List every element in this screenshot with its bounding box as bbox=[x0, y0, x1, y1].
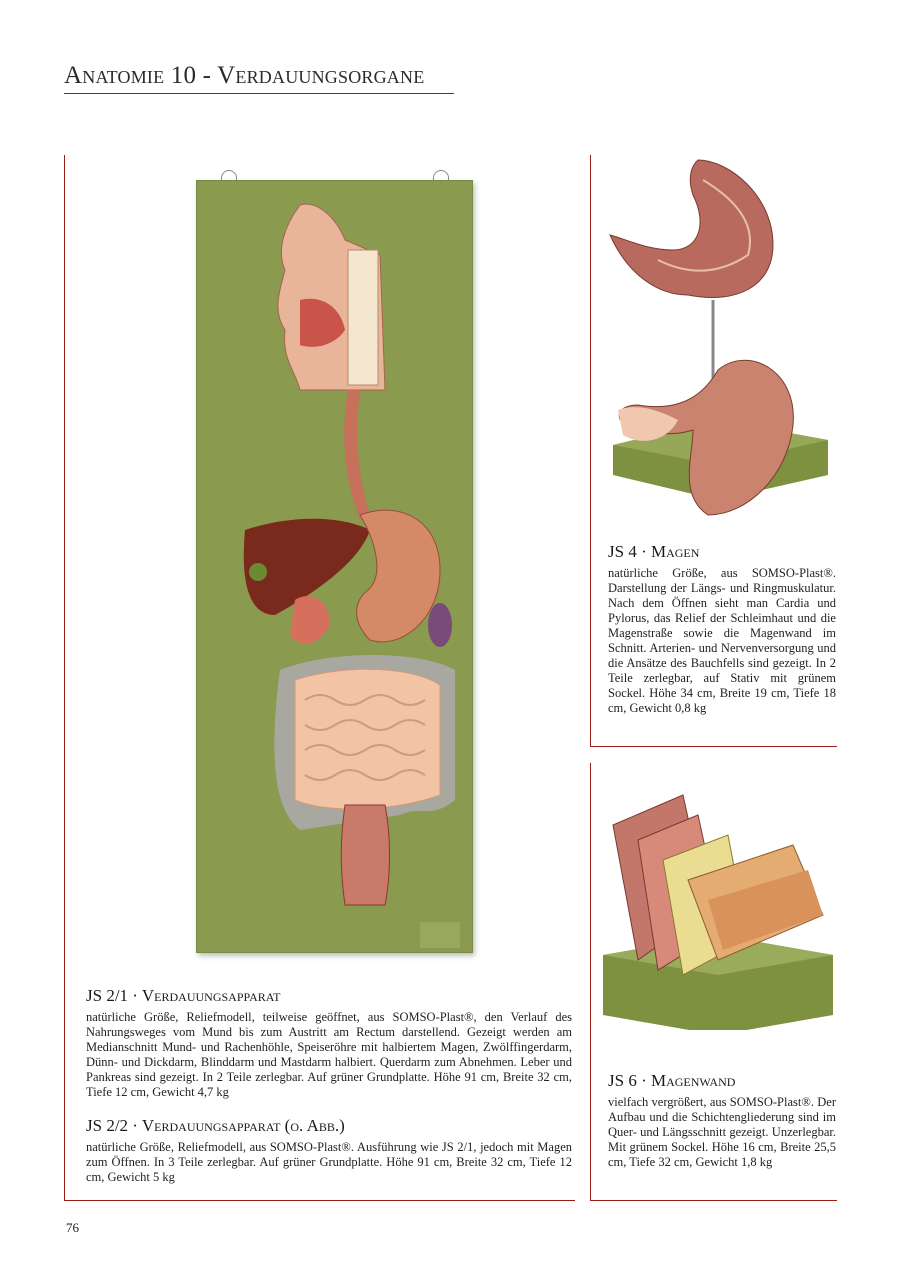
stomach-model-image bbox=[598, 155, 838, 535]
item-title: JS 6 · Magenwand bbox=[608, 1071, 736, 1090]
item-description: natürliche Größe, aus SOMSO-Plast®. Darstellung der Längs- und Ringmuskulatur. Nach dem Öffnen sieht man Cardia und Pylorus, das Relief der Schleimhaut und die Magenstraße sowie die Magenwand im Schnitt. Arterien- und Nervenversorgung und die Ansätze des Bauchfells sind gezeigt. In 2 Teile zerlegbar, auf Stativ mit grünem Sockel. Höhe 34 cm, Breite 19 cm, Tiefe 18 cm, Gewicht 0,8 kg bbox=[608, 566, 836, 715]
item-title: JS 4 · Magen bbox=[608, 542, 700, 561]
item-description: natürliche Größe, Reliefmodell, teilweise geöffnet, aus SOMSO-Plast®, den Verlauf des Nahrungsweges vom Mund bis zum Austritt am Rectum darstellend. Gezeigt werden am Medianschnitt Mund- und Rachenhöhle, Speiseröhre mit halbiertem Magen, Zwölffingerdarm, Dünn- und Dickdarm, Blinddarm und Mastdarm halbiert. Querdarm zum Abnehmen. Leber und Pankreas sind gezeigt. In 2 Teile zerlegbar. Auf grüner Grundplatte. Höhe 91 cm, Breite 32 cm, Tiefe 12 cm, Gewicht 4,7 kg bbox=[86, 1010, 572, 1099]
item-description: vielfach vergrößert, aus SOMSO-Plast®. Der Aufbau und die Schichtengliederung sind im Quer- und Längsschnitt gezeigt. Unzerlegbar. Mit grünem Sockel. Höhe 16 cm, Breite 25,5 cm, Tiefe 32 cm, Gewicht 1,8 kg bbox=[608, 1095, 836, 1169]
item-js-4 bbox=[608, 542, 836, 716]
page-title: Anatomie 10 - Verdauungsorgane bbox=[64, 62, 425, 89]
stomach-wall-model-image bbox=[598, 790, 838, 1030]
item-js-2-2 bbox=[86, 1116, 572, 1185]
item-description: natürliche Größe, Reliefmodell, aus SOMSO-Plast®. Ausführung wie JS 2/1, jedoch mit Magen zum Öffnen. In 3 Teile zerlegbar. Auf grüner Grundplatte. Höhe 91 cm, Breite 32 cm, Tiefe 12 cm, Gewicht 5 kg bbox=[86, 1140, 572, 1184]
page-number: 76 bbox=[66, 1220, 79, 1235]
item-js-6 bbox=[608, 1071, 836, 1170]
model-label-plate bbox=[420, 922, 460, 948]
item-js-2-1 bbox=[86, 986, 572, 1100]
item-title: JS 2/1 · Verdauungsapparat bbox=[86, 986, 281, 1005]
item-title: JS 2/2 · Verdauungsapparat (o. Abb.) bbox=[86, 1116, 345, 1135]
